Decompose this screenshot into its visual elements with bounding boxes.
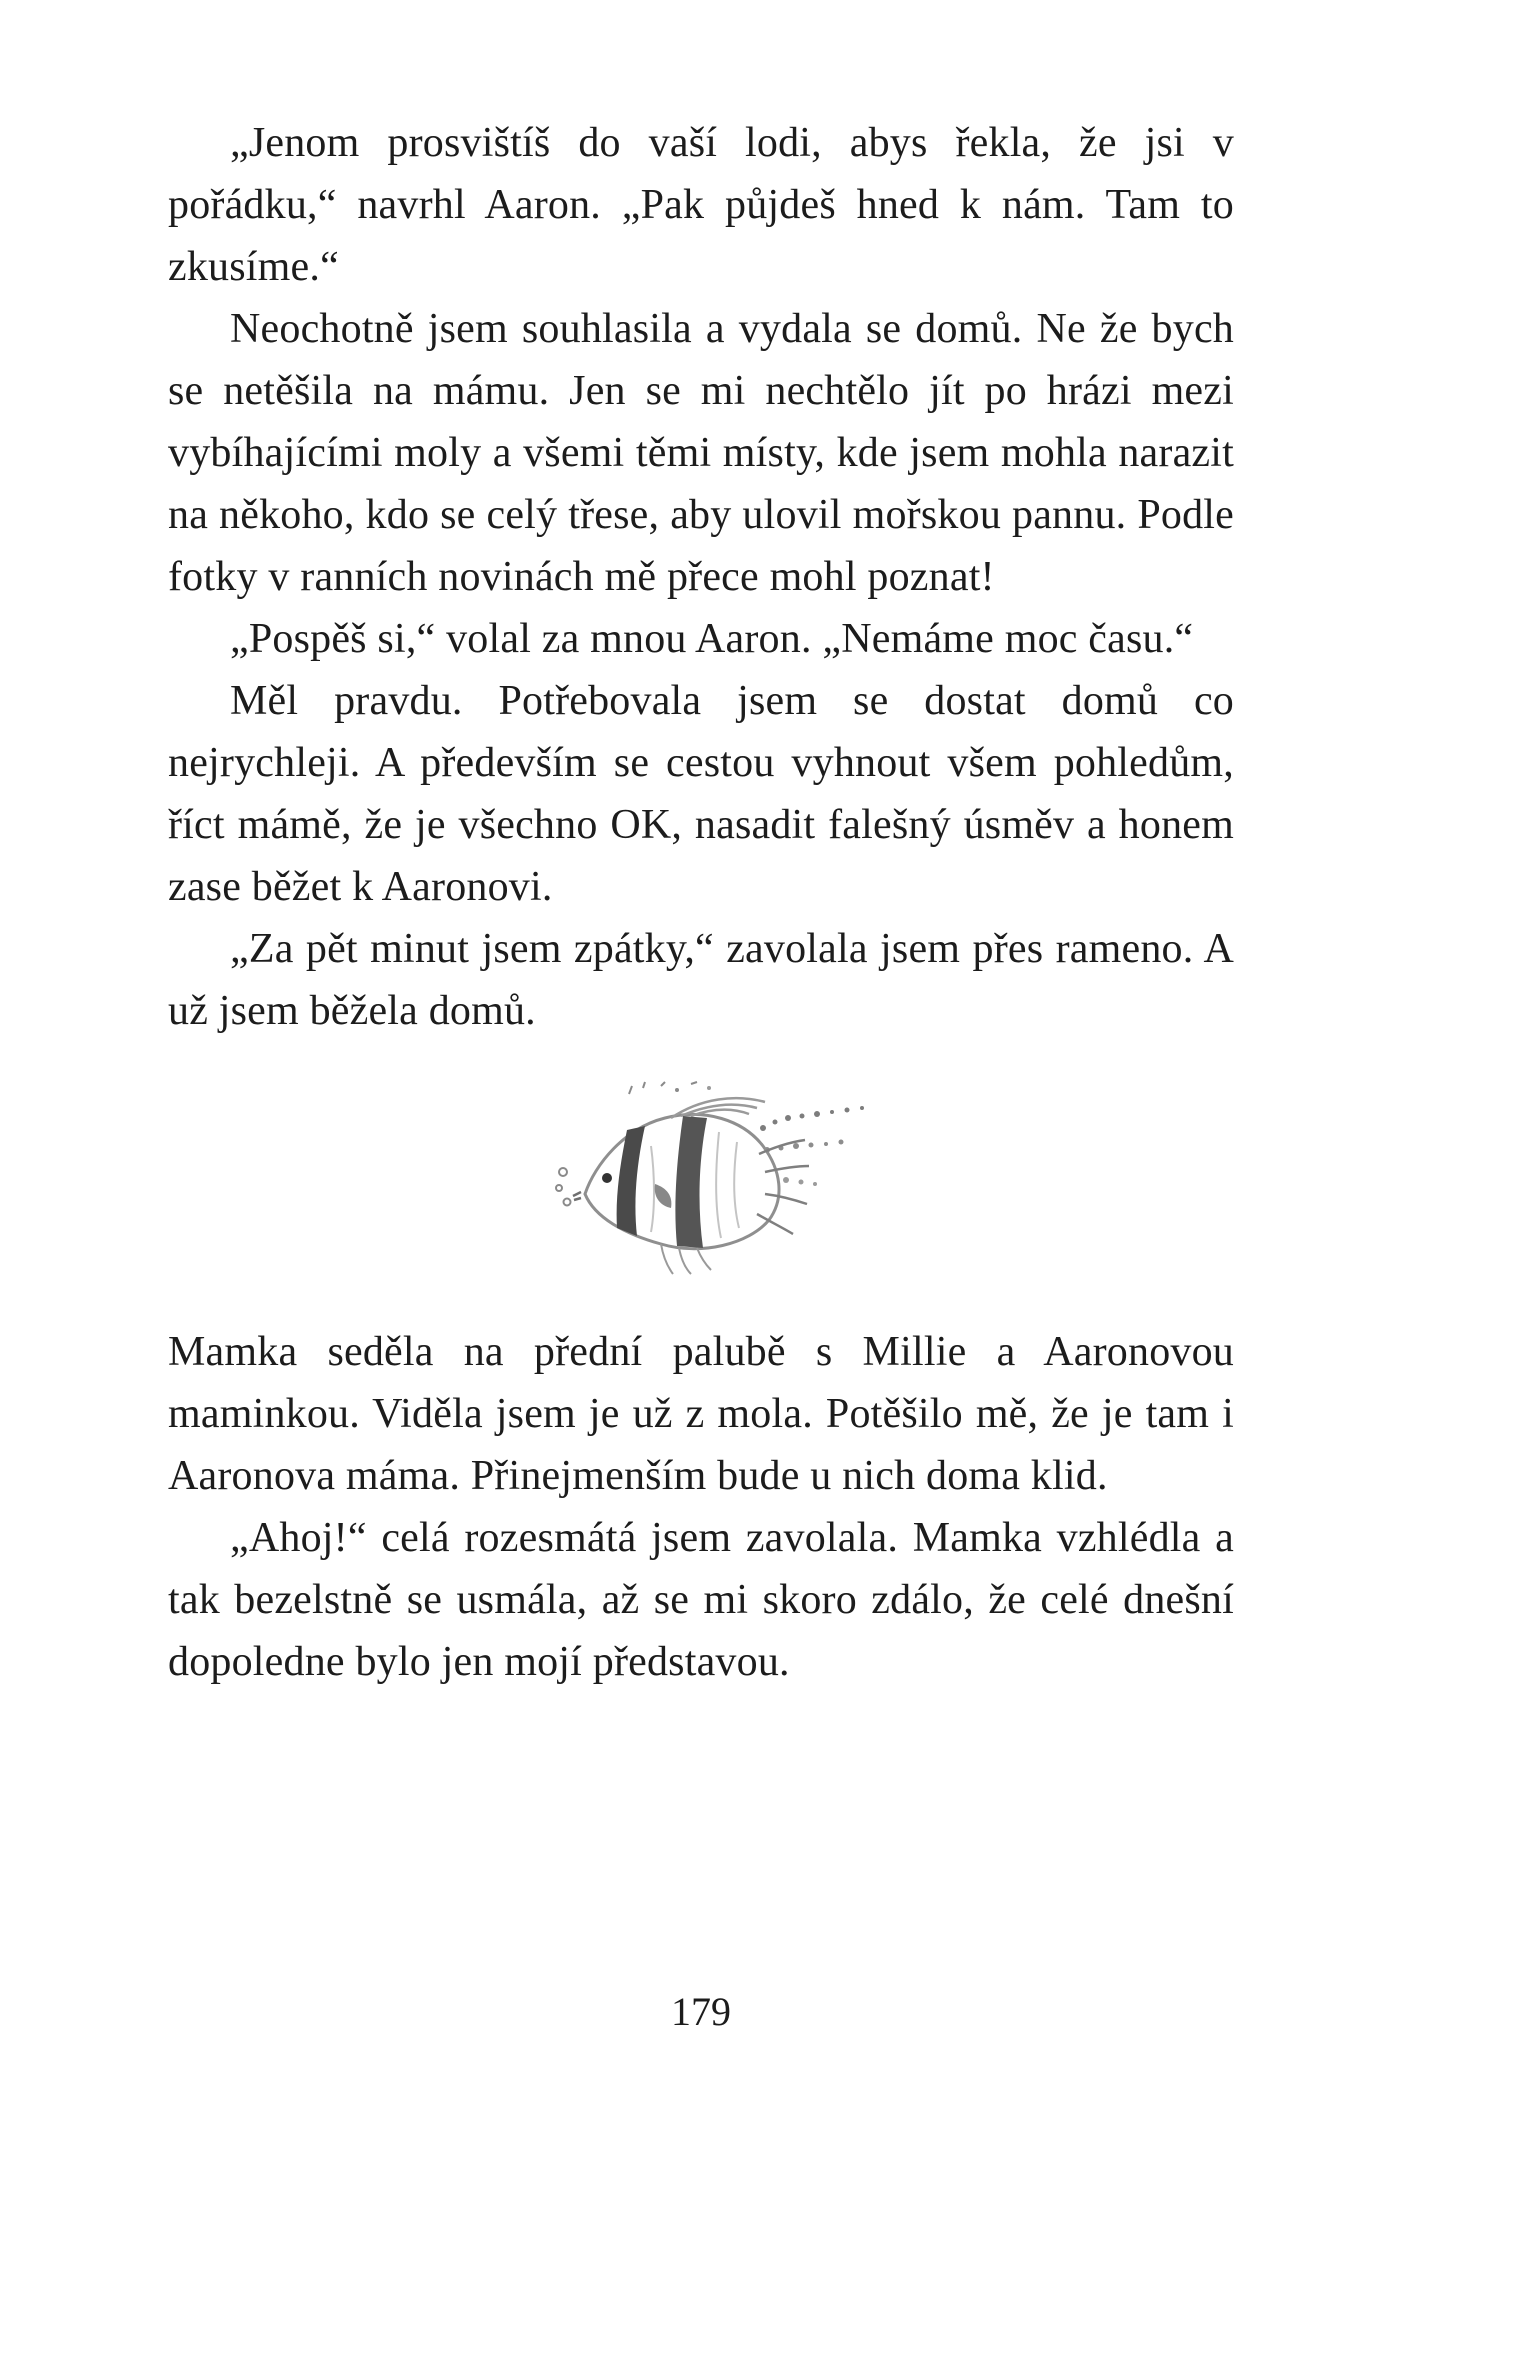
paragraph: „Pospěš si,“ volal za mnou Aaron. „Nemáme moc času.“: [230, 616, 1194, 662]
paragraph: Neochotně jsem souhlasila a vydala se domů. Ne že bych se netěšila na mámu. Jen se mi nechtělo jít po hrázi mezi vybíhajícími moly a všemi těmi místy, kde jsem mohla narazit na někoho, kdo se celý třese, aby ulovil mořskou pannu. Podle fotky v ranních novinách mě přece mohl poznat!: [168, 306, 1234, 600]
page-number: 179: [671, 1989, 731, 2034]
paragraph: „Ahoj!“ celá rozesmátá jsem zavolala. Mamka vzhlédla a tak bezelstně se usmála, až se mi skoro zdálo, že celé dnešní dopoledne bylo jen mojí představou.: [168, 1515, 1234, 1685]
text-block: [168, 112, 1234, 1693]
fish-eye: [602, 1173, 612, 1183]
paragraph: Měl pravdu. Potřebovala jsem se dostat domů co nejrychleji. A především se cestou vyhnout všem pohledům, říct mámě, že je všechno OK, nasadit falešný úsměv a honem zase běžet k Aaronovi.: [168, 678, 1234, 910]
fish-sketch-icon: [551, 1076, 901, 1291]
fish-illustration: [168, 1076, 1234, 1291]
paragraph: Mamka seděla na přední palubě s Millie a Aaronovou maminkou. Viděla jsem je už z mola. Potěšilo mě, že je tam i Aaronova máma. Přinejmenším bude u nich doma klid.: [168, 1329, 1234, 1499]
paragraph: „Za pět minut jsem zpátky,“ zavolala jsem přes rameno. A už jsem běžela domů.: [168, 926, 1234, 1034]
paragraph: „Jenom prosvištíš do vaší lodi, abys řekla, že jsi v pořádku,“ navrhl Aaron. „Pak půjdeš hned k nám. Tam to zkusíme.“: [168, 120, 1234, 290]
